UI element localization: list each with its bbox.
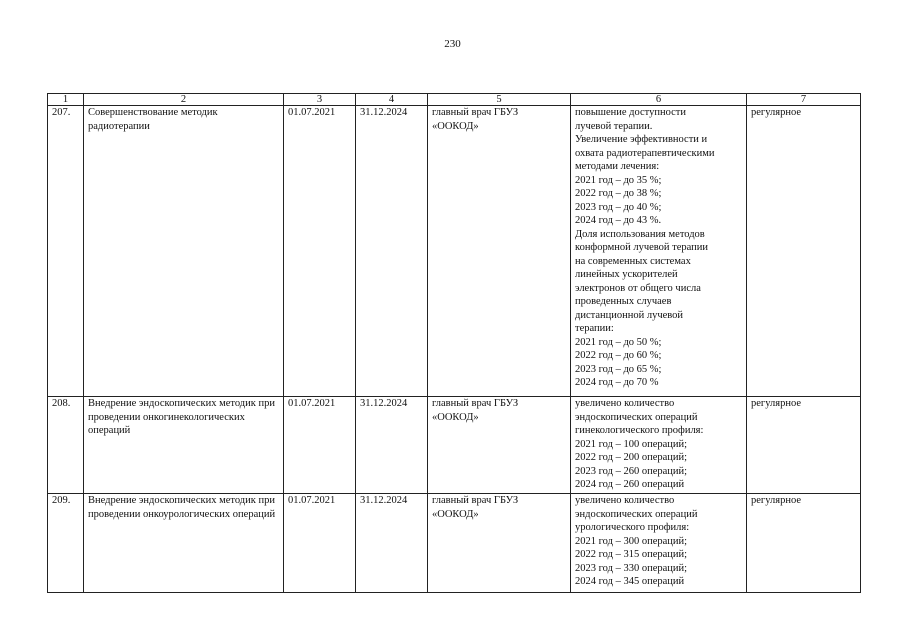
indicator-line: лучевой терапии. [575,120,653,132]
indicator-line: проведенных случаев [575,296,672,307]
start-date: 01.07.2021 [284,106,356,397]
indicator-line: 2024 год – до 43 %. [575,215,662,226]
indicators-cell [571,106,747,397]
table-row [48,494,861,593]
indicator-line: дистанционной лучевой [575,309,684,321]
indicators-cell [571,397,747,494]
row-number: 207. [48,106,84,397]
indicator-line: 2022 год – 315 операций; [575,549,688,560]
indicator-line: линейных ускорителей [575,269,678,280]
indicator-line: 2024 год – до 70 % [575,377,659,388]
indicator-line: увеличено количество [575,495,675,506]
indicator-line: 2023 год – до 40 %; [575,201,662,213]
indicator-line: электронов от общего числа [575,282,701,294]
indicator-line: 2021 год – 300 операций; [575,535,688,547]
indicator-line: Доля использования методов [575,228,705,240]
end-date: 31.12.2024 [356,494,428,593]
table-header-row [48,94,861,106]
indicator-line: 2021 год – до 35 %; [575,174,662,186]
table-row [48,397,861,494]
header-col-1: 1 [48,94,84,106]
end-date: 31.12.2024 [356,106,428,397]
indicator-line: 2022 год – до 60 %; [575,350,662,361]
end-date: 31.12.2024 [356,397,428,494]
table-row [48,106,861,397]
indicator-line: охвата радиотерапевтическими [575,147,715,159]
measure-type: регулярное [747,106,861,397]
start-date: 01.07.2021 [284,397,356,494]
measure-name: Внедрение эндоскопических методик при проведении онкоурологических операций [84,494,284,593]
indicator-line: эндоскопических операций [575,508,698,520]
start-date: 01.07.2021 [284,494,356,593]
indicator-line: конформной лучевой терапии [575,242,709,253]
indicator-line: 2024 год – 345 операций [575,576,685,587]
indicator-line: увеличено количество [575,398,675,409]
page-number: 230 [444,38,461,50]
header-col-7: 7 [747,94,861,106]
header-col-6: 6 [571,94,747,106]
responsible-person: главный врач ГБУЗ «ООКОД» [428,494,571,593]
header-col-5: 5 [428,94,571,106]
indicator-line: эндоскопических операций [575,411,698,423]
responsible-person: главный врач ГБУЗ «ООКОД» [428,106,571,397]
indicator-line: терапии: [575,323,614,334]
indicator-line: 2024 год – 260 операций [575,479,685,490]
indicator-line: 2023 год – до 65 %; [575,363,662,375]
indicator-line: методами лечения: [575,161,660,172]
header-col-2: 2 [84,94,284,106]
indicators-cell [571,494,747,593]
measure-name: Внедрение эндоскопических методик при проведении онкогинекологических операций [84,397,284,494]
indicator-line: Увеличение эффективности и [575,134,708,145]
indicator-line: 2023 год – 260 операций; [575,465,688,477]
row-number: 209. [48,494,84,593]
indicator-line: 2021 год – до 50 %; [575,336,662,348]
measure-name: Совершенствование методик радиотерапии [84,106,284,397]
indicator-line: гинекологического профиля: [575,425,704,436]
indicator-line: на современных системах [575,255,691,267]
measure-type: регулярное [747,494,861,593]
row-number: 208. [48,397,84,494]
header-col-3: 3 [284,94,356,106]
indicator-line: 2021 год – 100 операций; [575,438,688,450]
header-col-4: 4 [356,94,428,106]
indicator-line: 2022 год – до 38 %; [575,188,662,199]
responsible-person: главный врач ГБУЗ «ООКОД» [428,397,571,494]
indicator-line: повышение доступности [575,107,686,118]
measure-type: регулярное [747,397,861,494]
indicator-line: 2023 год – 330 операций; [575,562,688,574]
indicator-line: 2022 год – 200 операций; [575,452,688,463]
plan-table [47,93,861,593]
indicator-line: урологического профиля: [575,522,690,533]
